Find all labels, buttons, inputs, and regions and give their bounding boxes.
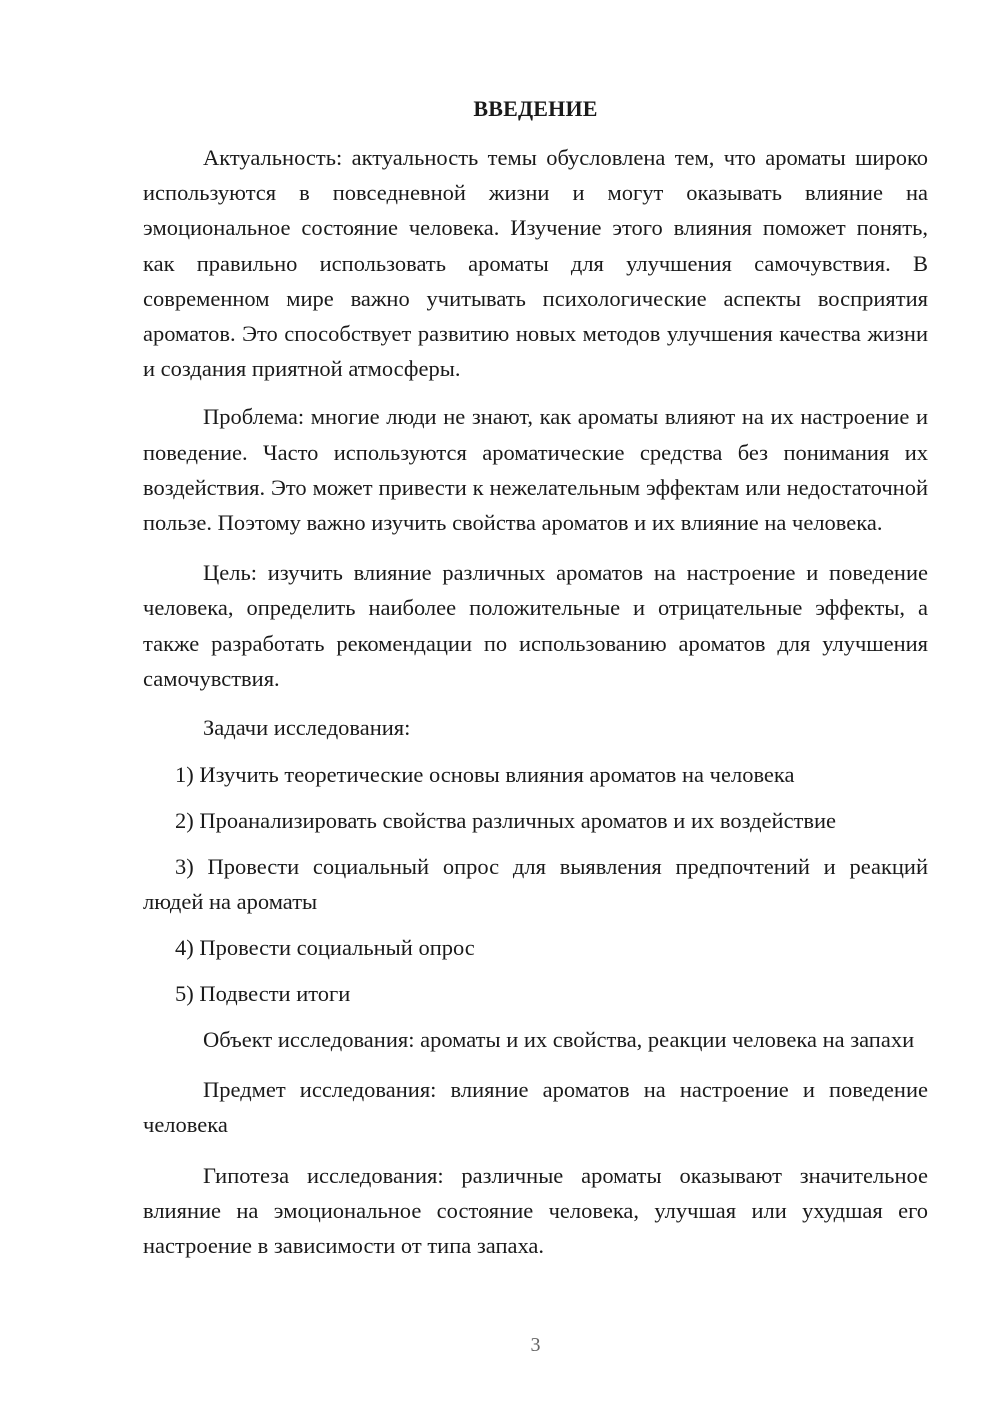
hypothesis-paragraph: Гипотеза исследования: различные ароматы оказывают значительное влияние на эмоциональное состояние человека, улучшая или ухудшая его настроение в зависимости от типа запаха. [143, 1162, 928, 1259]
list-item: 3) Провести социальный опрос для выявления предпочтений и реакций людей на ароматы [143, 854, 928, 915]
list-item: 2) Проанализировать свойства различных ароматов и их воздействие [175, 808, 837, 834]
goal-paragraph: Цель: изучить влияние различных ароматов на настроение и поведение человека, определить наиболее положительные и отрицательные эффекты, а также разработать рекомендации по использованию ароматов для улучшения самочувствия. [143, 560, 928, 691]
page-number: 3 [530, 1334, 541, 1356]
tasks-list [143, 757, 928, 1011]
page-title: ВВЕДЕНИЕ [473, 96, 598, 121]
page-content [143, 92, 928, 1278]
tasks-heading: Задачи исследования: [203, 715, 411, 741]
problem-paragraph: Проблема: многие люди не знают, как ароматы влияют на их настроение и поведение. Часто используются ароматические средства без понимания их воздействия. Это может привести к нежелательным эффектам или недостаточной пользе. Поэтому важно изучить свойства ароматов и их влияние на человека. [143, 404, 928, 536]
object-paragraph: Объект исследования: ароматы и их свойства, реакции человека на запахи [203, 1027, 915, 1053]
list-item: 4) Провести социальный опрос [175, 935, 475, 961]
list-item: 5) Подвести итоги [175, 981, 351, 1007]
subject-paragraph: Предмет исследования: влияние ароматов на настроение и поведение человека [143, 1077, 928, 1138]
relevance-paragraph: Актуальность: актуальность темы обусловлена тем, что ароматы широко используются в повседневной жизни и могут оказывать влияние на эмоциональное состояние человека. Изучение этого влияния поможет понять, как правильно использовать ароматы для улучшения самочувствия. В современном мире важно учитывать психологические аспекты восприятия ароматов. Это способствует развитию новых методов улучшения качества жизни и создания приятной атмосферы. [143, 145, 928, 382]
list-item: 1) Изучить теоретические основы влияния ароматов на человека [175, 762, 795, 788]
